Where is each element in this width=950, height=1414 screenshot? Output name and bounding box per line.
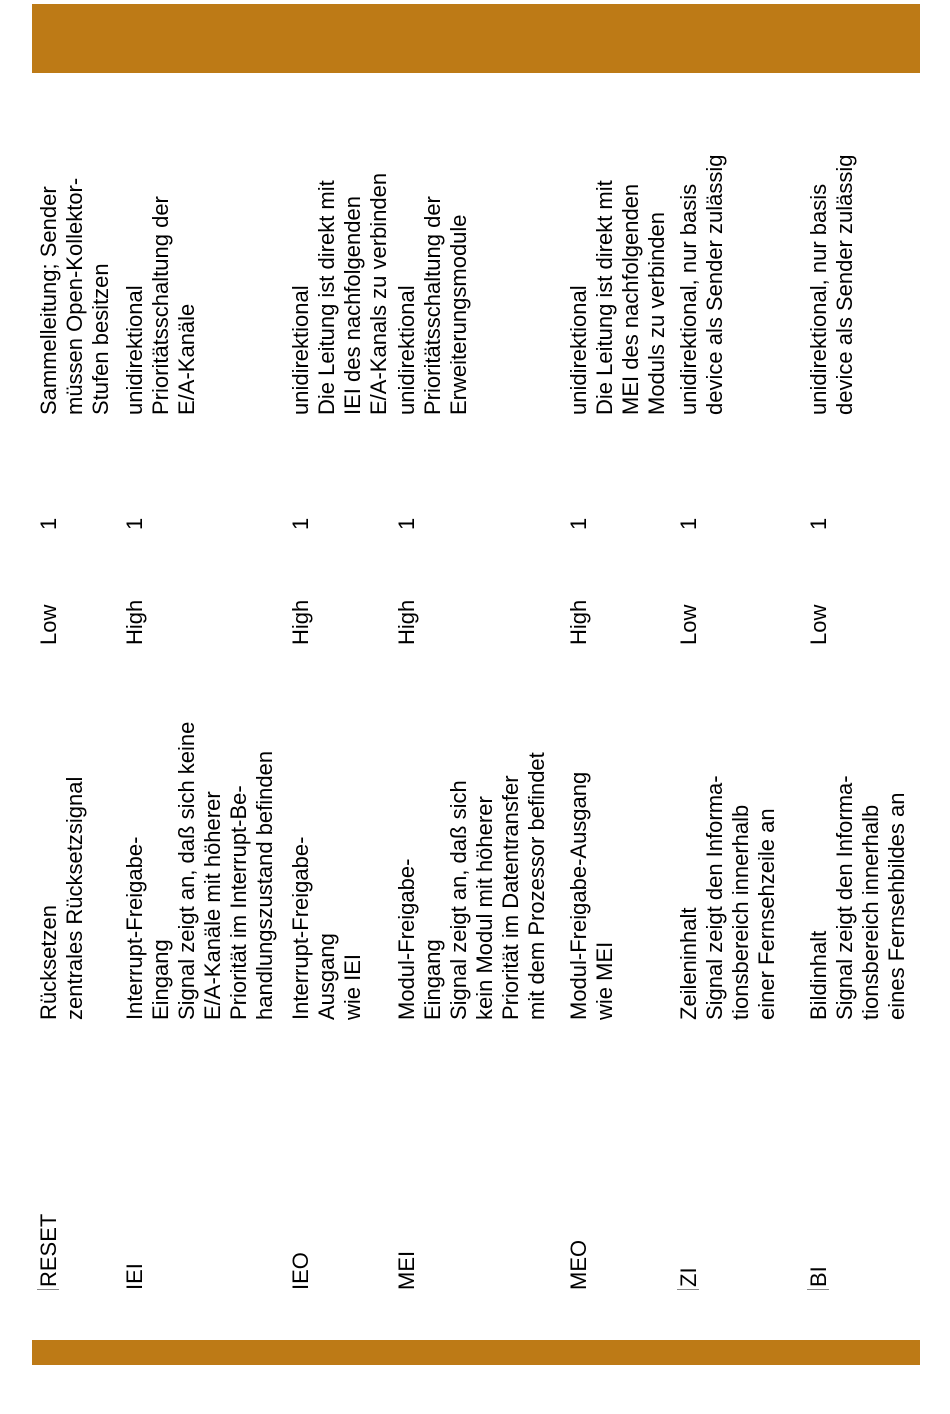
active-level: High [288, 599, 313, 645]
signal-name: ZI [676, 1080, 702, 1290]
signal-remark: unidirektional Prioritätsschaltung der E/A-Kanäle [122, 196, 199, 415]
line-count: 1 [288, 517, 313, 530]
line-count: 1 [394, 517, 419, 530]
line-count: 1 [36, 517, 61, 530]
overbar-mark [807, 1289, 829, 1290]
signal-remark: unidirektional, nur basis device als Sender zulässig [676, 154, 727, 415]
line-count: 1 [566, 517, 591, 530]
line-count: 1 [122, 517, 147, 530]
signal-remark: unidirektional, nur basis device als Sender zulässig [806, 154, 857, 415]
signal-name: IEO [288, 1252, 313, 1290]
signal-name: MEO [566, 1239, 591, 1290]
signal-remark: Sammelleitung; Sender müssen Open-Kollektor- Stufen besitzen [36, 177, 113, 415]
signal-description: Interrupt-Freigabe- Ausgang wie IEI [288, 836, 365, 1020]
signal-remark: unidirektional Die Leitung ist direkt mit IEI des nachfolgenden E/A-Kanals zu verbinden [288, 172, 391, 415]
signal-description: Rücksetzen zentrales Rücksetzsignal [36, 776, 87, 1020]
signal-description: Modul-Freigabe- Eingang Signal zeigt an, daß sich kein Modul mit höherer Priorität im Datentransfer mit dem Prozessor befindet [394, 752, 549, 1020]
active-level: Low [36, 604, 61, 645]
signal-name: BI [806, 1080, 832, 1290]
signal-table [36, 30, 909, 1290]
signal-name: RESET [36, 1080, 62, 1290]
line-count: 1 [806, 517, 831, 530]
overbar-mark [677, 1289, 699, 1290]
overbar-mark [37, 1289, 59, 1290]
active-level: High [566, 599, 591, 645]
signal-name: IEI [122, 1263, 147, 1290]
active-level: High [394, 599, 419, 645]
signal-description: Bildinhalt Signal zeigt den Informa- tionsbereich innerhalb eines Fernsehbildes an [806, 775, 909, 1020]
active-level: Low [676, 604, 701, 645]
line-count: 1 [676, 517, 701, 530]
footer-band [32, 1340, 920, 1365]
signal-description: Modul-Freigabe-Ausgang wie MEI [566, 771, 617, 1020]
signal-remark: unidirektional Prioritätsschaltung der Erweiterungsmodule [394, 196, 471, 415]
signal-name: MEI [394, 1250, 419, 1290]
active-level: Low [806, 604, 831, 645]
signal-description: Zeileninhalt Signal zeigt den Informa- tionsbereich innerhalb einer Fernsehzeile an [676, 775, 779, 1020]
signal-remark: unidirektional Die Leitung ist direkt mit MEI des nachfolgenden Moduls zu verbinden [566, 180, 669, 415]
active-level: High [122, 599, 147, 645]
signal-description: Interrupt-Freigabe- Eingang Signal zeigt an, daß sich keine E/A-Kanäle mit höherer Priorität im Interrupt-Be- handlungszustand befinden [122, 721, 277, 1020]
